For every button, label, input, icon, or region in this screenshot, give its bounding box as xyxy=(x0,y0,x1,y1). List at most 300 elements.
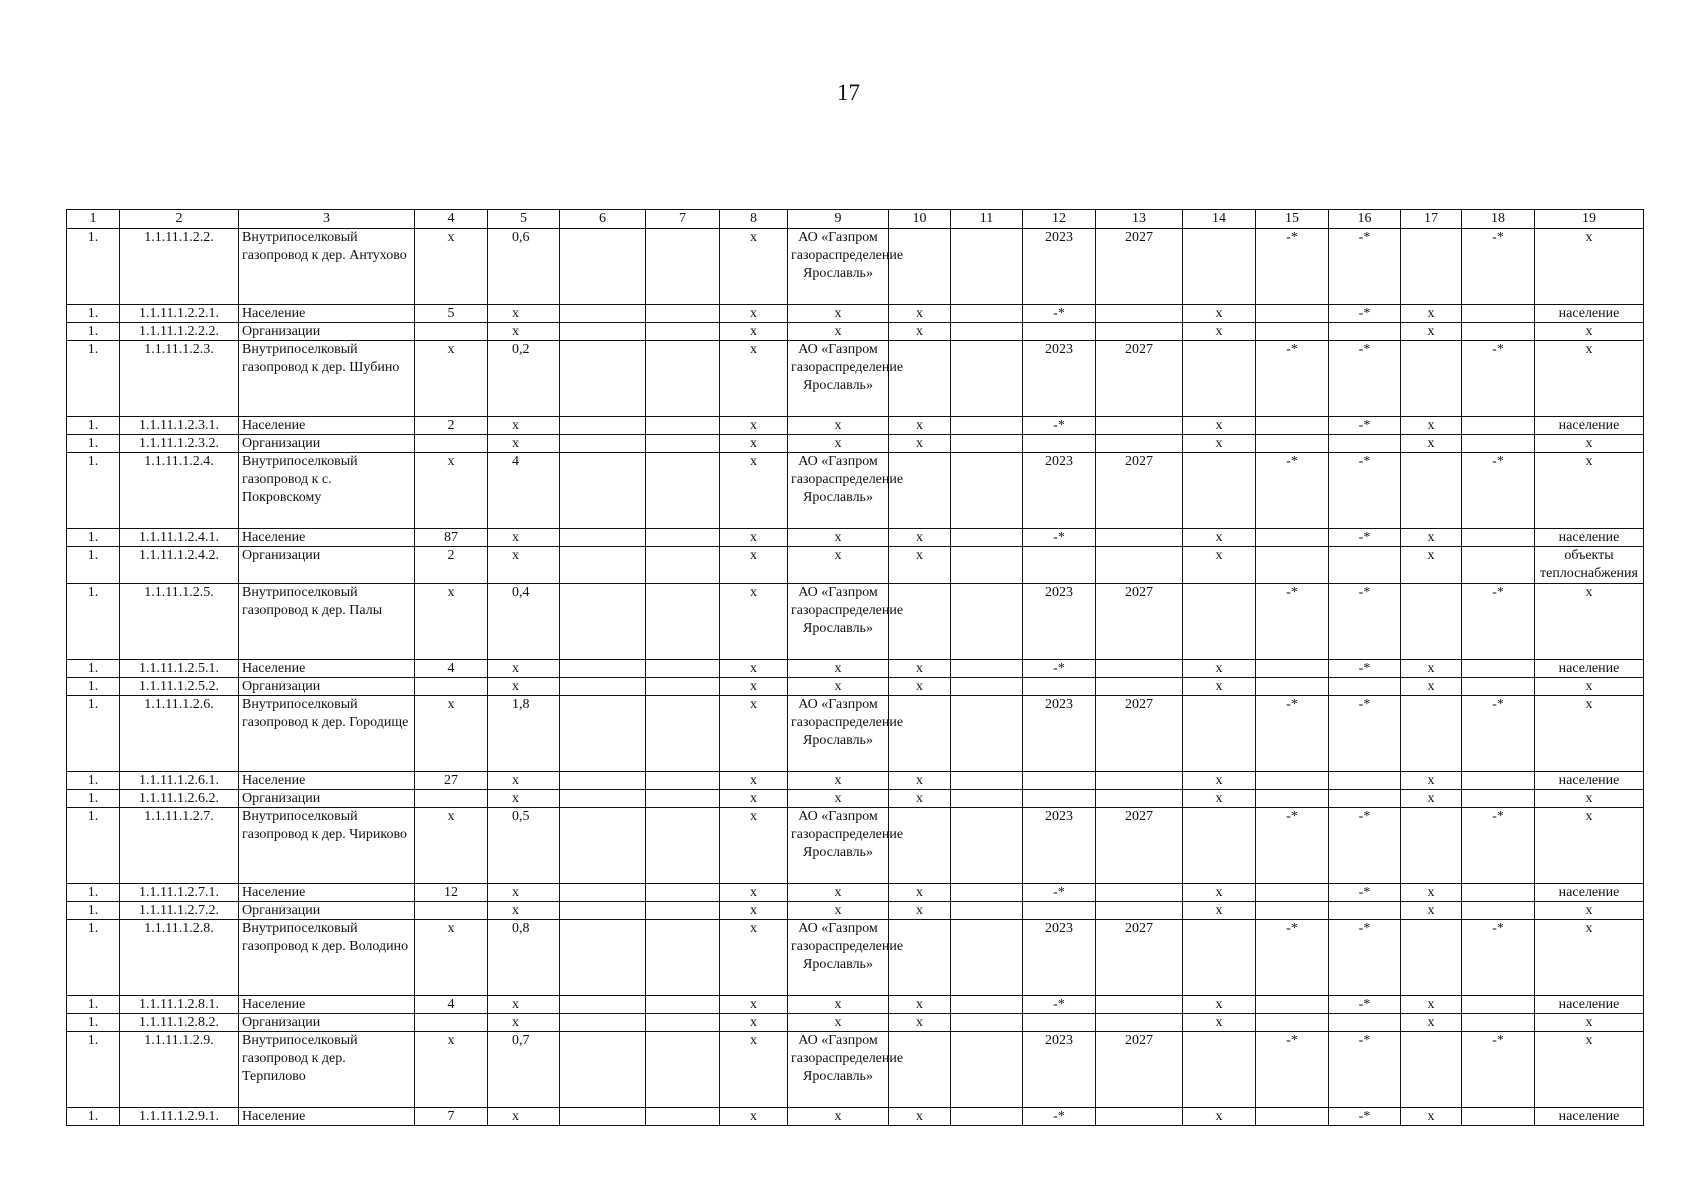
cell-col-14: x xyxy=(1183,902,1256,920)
column-number-5: 5 xyxy=(488,210,560,229)
cell-col-12: 2023 xyxy=(1023,808,1096,884)
cell-col-13 xyxy=(1096,884,1183,902)
cell-col-6 xyxy=(560,547,646,584)
cell-col-1: 1. xyxy=(67,323,120,341)
cell-col-2: 1.1.11.1.2.4.1. xyxy=(120,529,239,547)
cell-col-1: 1. xyxy=(67,996,120,1014)
cell-col-14: x xyxy=(1183,547,1256,584)
pipeline-row xyxy=(67,696,1644,772)
cell-col-6 xyxy=(560,323,646,341)
cell-col-12 xyxy=(1023,902,1096,920)
cell-col-2: 1.1.11.1.2.8.1. xyxy=(120,996,239,1014)
cell-col-15: -* xyxy=(1256,229,1329,305)
cell-col-17: x xyxy=(1401,1014,1462,1032)
cell-col-15 xyxy=(1256,678,1329,696)
cell-col-19: x xyxy=(1535,696,1644,772)
cell-col-19: x xyxy=(1535,920,1644,996)
cell-col-7 xyxy=(646,1032,720,1108)
cell-col-1: 1. xyxy=(67,1032,120,1108)
cell-col-5: x xyxy=(488,996,560,1014)
cell-col-4: 12 xyxy=(415,884,488,902)
cell-col-8: x xyxy=(720,884,788,902)
pipeline-row xyxy=(67,341,1644,417)
cell-col-4: 2 xyxy=(415,547,488,584)
cell-col-6 xyxy=(560,453,646,529)
cell-col-18: -* xyxy=(1462,341,1535,417)
cell-col-4: x xyxy=(415,808,488,884)
cell-col-14 xyxy=(1183,808,1256,884)
cell-col-12 xyxy=(1023,790,1096,808)
cell-col-14 xyxy=(1183,696,1256,772)
cell-col-9: x xyxy=(788,996,889,1014)
cell-col-2: 1.1.11.1.2.8. xyxy=(120,920,239,996)
cell-col-3: Население xyxy=(239,884,415,902)
cell-col-14: x xyxy=(1183,323,1256,341)
cell-col-19: население xyxy=(1535,305,1644,323)
cell-col-12: -* xyxy=(1023,417,1096,435)
cell-col-2: 1.1.11.1.2.5. xyxy=(120,584,239,660)
cell-col-18: -* xyxy=(1462,696,1535,772)
cell-col-17 xyxy=(1401,341,1462,417)
cell-col-12: 2023 xyxy=(1023,584,1096,660)
cell-col-6 xyxy=(560,1108,646,1126)
cell-col-4 xyxy=(415,902,488,920)
cell-col-6 xyxy=(560,808,646,884)
cell-col-8: x xyxy=(720,902,788,920)
cell-col-19: x xyxy=(1535,1014,1644,1032)
cell-col-15 xyxy=(1256,435,1329,453)
cell-col-11 xyxy=(951,305,1023,323)
cell-col-17: x xyxy=(1401,902,1462,920)
cell-col-3: Организации xyxy=(239,323,415,341)
cell-col-10: x xyxy=(889,417,951,435)
cell-col-13 xyxy=(1096,678,1183,696)
cell-col-15 xyxy=(1256,323,1329,341)
cell-col-12: 2023 xyxy=(1023,341,1096,417)
cell-col-7 xyxy=(646,529,720,547)
cell-col-17: x xyxy=(1401,660,1462,678)
cell-col-10: x xyxy=(889,529,951,547)
cell-col-19: население xyxy=(1535,884,1644,902)
cell-col-1: 1. xyxy=(67,1014,120,1032)
cell-col-14: x xyxy=(1183,305,1256,323)
cell-col-8: x xyxy=(720,435,788,453)
cell-col-17: x xyxy=(1401,529,1462,547)
cell-col-10: x xyxy=(889,996,951,1014)
column-number-10: 10 xyxy=(889,210,951,229)
cell-col-15 xyxy=(1256,1108,1329,1126)
cell-col-7 xyxy=(646,772,720,790)
cell-col-5: x xyxy=(488,678,560,696)
cell-col-8: x xyxy=(720,529,788,547)
cell-col-5: x xyxy=(488,323,560,341)
cell-col-18 xyxy=(1462,323,1535,341)
cell-col-16: -* xyxy=(1329,584,1401,660)
cell-col-18 xyxy=(1462,547,1535,584)
cell-col-15 xyxy=(1256,1014,1329,1032)
cell-col-19: x xyxy=(1535,323,1644,341)
cell-col-12: -* xyxy=(1023,884,1096,902)
cell-col-12 xyxy=(1023,678,1096,696)
cell-col-11 xyxy=(951,417,1023,435)
subrow xyxy=(67,323,1644,341)
cell-col-4 xyxy=(415,790,488,808)
cell-col-19: население xyxy=(1535,772,1644,790)
cell-col-15: -* xyxy=(1256,920,1329,996)
cell-col-16: -* xyxy=(1329,529,1401,547)
cell-col-18: -* xyxy=(1462,1032,1535,1108)
cell-col-17 xyxy=(1401,920,1462,996)
cell-col-11 xyxy=(951,435,1023,453)
column-number-7: 7 xyxy=(646,210,720,229)
cell-col-6 xyxy=(560,1032,646,1108)
cell-col-3: Население xyxy=(239,529,415,547)
cell-col-13 xyxy=(1096,435,1183,453)
cell-col-12: 2023 xyxy=(1023,920,1096,996)
cell-col-9: АО «Газпром газораспределение Ярославль» xyxy=(788,229,889,305)
column-number-15: 15 xyxy=(1256,210,1329,229)
cell-col-18 xyxy=(1462,790,1535,808)
cell-col-13 xyxy=(1096,902,1183,920)
cell-col-16: -* xyxy=(1329,1032,1401,1108)
cell-col-5: 1,8 xyxy=(488,696,560,772)
cell-col-17: x xyxy=(1401,435,1462,453)
cell-col-6 xyxy=(560,435,646,453)
cell-col-2: 1.1.11.1.2.7. xyxy=(120,808,239,884)
cell-col-19: x xyxy=(1535,453,1644,529)
cell-col-5: x xyxy=(488,772,560,790)
cell-col-11 xyxy=(951,790,1023,808)
cell-col-14: x xyxy=(1183,790,1256,808)
cell-col-19: x xyxy=(1535,1032,1644,1108)
cell-col-10: x xyxy=(889,1108,951,1126)
cell-col-8: x xyxy=(720,1014,788,1032)
cell-col-11 xyxy=(951,229,1023,305)
cell-col-4 xyxy=(415,678,488,696)
document-table xyxy=(66,209,1644,1126)
cell-col-1: 1. xyxy=(67,808,120,884)
subrow xyxy=(67,902,1644,920)
column-number-9: 9 xyxy=(788,210,889,229)
cell-col-12 xyxy=(1023,323,1096,341)
cell-col-1: 1. xyxy=(67,884,120,902)
cell-col-14: x xyxy=(1183,884,1256,902)
cell-col-7 xyxy=(646,920,720,996)
cell-col-17 xyxy=(1401,808,1462,884)
cell-col-6 xyxy=(560,1014,646,1032)
cell-col-9: x xyxy=(788,305,889,323)
cell-col-18 xyxy=(1462,305,1535,323)
cell-col-2: 1.1.11.1.2.5.1. xyxy=(120,660,239,678)
cell-col-1: 1. xyxy=(67,660,120,678)
cell-col-14: x xyxy=(1183,435,1256,453)
cell-col-3: Внутрипоселковый газопровод к с. Покровскому xyxy=(239,453,415,529)
cell-col-9: x xyxy=(788,547,889,584)
subrow xyxy=(67,660,1644,678)
subrow xyxy=(67,1108,1644,1126)
cell-col-1: 1. xyxy=(67,529,120,547)
cell-col-12: -* xyxy=(1023,305,1096,323)
cell-col-15 xyxy=(1256,772,1329,790)
cell-col-9: АО «Газпром газораспределение Ярославль» xyxy=(788,1032,889,1108)
cell-col-13 xyxy=(1096,772,1183,790)
cell-col-13 xyxy=(1096,417,1183,435)
cell-col-8: x xyxy=(720,417,788,435)
cell-col-19: x xyxy=(1535,435,1644,453)
cell-col-7 xyxy=(646,341,720,417)
cell-col-17 xyxy=(1401,453,1462,529)
subrow xyxy=(67,790,1644,808)
cell-col-2: 1.1.11.1.2.7.1. xyxy=(120,884,239,902)
cell-col-3: Население xyxy=(239,417,415,435)
cell-col-3: Организации xyxy=(239,1014,415,1032)
cell-col-12 xyxy=(1023,772,1096,790)
cell-col-8: x xyxy=(720,996,788,1014)
cell-col-19: население xyxy=(1535,1108,1644,1126)
cell-col-4: x xyxy=(415,696,488,772)
column-number-16: 16 xyxy=(1329,210,1401,229)
cell-col-3: Организации xyxy=(239,547,415,584)
column-number-2: 2 xyxy=(120,210,239,229)
cell-col-17 xyxy=(1401,696,1462,772)
cell-col-1: 1. xyxy=(67,229,120,305)
cell-col-18 xyxy=(1462,884,1535,902)
cell-col-16 xyxy=(1329,435,1401,453)
cell-col-9: x xyxy=(788,529,889,547)
cell-col-9: x xyxy=(788,772,889,790)
cell-col-10 xyxy=(889,696,951,772)
cell-col-17: x xyxy=(1401,884,1462,902)
cell-col-4: x xyxy=(415,1032,488,1108)
subrow xyxy=(67,996,1644,1014)
cell-col-9: x xyxy=(788,884,889,902)
cell-col-6 xyxy=(560,678,646,696)
cell-col-10: x xyxy=(889,435,951,453)
cell-col-14: x xyxy=(1183,996,1256,1014)
subrow xyxy=(67,547,1644,584)
cell-col-7 xyxy=(646,305,720,323)
cell-col-3: Население xyxy=(239,305,415,323)
cell-col-16 xyxy=(1329,1014,1401,1032)
cell-col-11 xyxy=(951,696,1023,772)
cell-col-4: 5 xyxy=(415,305,488,323)
cell-col-9: x xyxy=(788,435,889,453)
cell-col-3: Население xyxy=(239,996,415,1014)
cell-col-16: -* xyxy=(1329,696,1401,772)
cell-col-5: x xyxy=(488,547,560,584)
cell-col-16: -* xyxy=(1329,1108,1401,1126)
cell-col-14 xyxy=(1183,229,1256,305)
cell-col-10: x xyxy=(889,1014,951,1032)
cell-col-5: 0,2 xyxy=(488,341,560,417)
cell-col-1: 1. xyxy=(67,902,120,920)
cell-col-18: -* xyxy=(1462,584,1535,660)
cell-col-9: x xyxy=(788,660,889,678)
column-number-18: 18 xyxy=(1462,210,1535,229)
cell-col-6 xyxy=(560,529,646,547)
cell-col-2: 1.1.11.1.2.2. xyxy=(120,229,239,305)
cell-col-2: 1.1.11.1.2.6.2. xyxy=(120,790,239,808)
cell-col-15 xyxy=(1256,790,1329,808)
cell-col-7 xyxy=(646,1108,720,1126)
cell-col-15: -* xyxy=(1256,341,1329,417)
cell-col-18: -* xyxy=(1462,229,1535,305)
column-number-14: 14 xyxy=(1183,210,1256,229)
cell-col-17: x xyxy=(1401,996,1462,1014)
cell-col-6 xyxy=(560,660,646,678)
subrow xyxy=(67,1014,1644,1032)
cell-col-7 xyxy=(646,584,720,660)
cell-col-2: 1.1.11.1.2.8.2. xyxy=(120,1014,239,1032)
cell-col-5: 0,7 xyxy=(488,1032,560,1108)
cell-col-3: Население xyxy=(239,660,415,678)
cell-col-13 xyxy=(1096,323,1183,341)
subrow xyxy=(67,678,1644,696)
cell-col-11 xyxy=(951,660,1023,678)
cell-col-4: 87 xyxy=(415,529,488,547)
cell-col-10: x xyxy=(889,323,951,341)
cell-col-10: x xyxy=(889,790,951,808)
cell-col-4: 4 xyxy=(415,996,488,1014)
cell-col-12: -* xyxy=(1023,529,1096,547)
cell-col-12 xyxy=(1023,435,1096,453)
cell-col-9: АО «Газпром газораспределение Ярославль» xyxy=(788,920,889,996)
subrow xyxy=(67,435,1644,453)
cell-col-18 xyxy=(1462,1014,1535,1032)
cell-col-1: 1. xyxy=(67,417,120,435)
cell-col-5: x xyxy=(488,790,560,808)
cell-col-17: x xyxy=(1401,678,1462,696)
cell-col-6 xyxy=(560,417,646,435)
pipeline-row xyxy=(67,1032,1644,1108)
cell-col-2: 1.1.11.1.2.4. xyxy=(120,453,239,529)
cell-col-18 xyxy=(1462,772,1535,790)
cell-col-4: x xyxy=(415,229,488,305)
cell-col-19: x xyxy=(1535,229,1644,305)
cell-col-19: x xyxy=(1535,808,1644,884)
cell-col-10: x xyxy=(889,884,951,902)
cell-col-8: x xyxy=(720,696,788,772)
cell-col-10: x xyxy=(889,660,951,678)
cell-col-13 xyxy=(1096,529,1183,547)
cell-col-13: 2027 xyxy=(1096,920,1183,996)
cell-col-11 xyxy=(951,529,1023,547)
cell-col-12: -* xyxy=(1023,660,1096,678)
cell-col-14 xyxy=(1183,920,1256,996)
cell-col-1: 1. xyxy=(67,678,120,696)
cell-col-10 xyxy=(889,920,951,996)
cell-col-13: 2027 xyxy=(1096,229,1183,305)
cell-col-15: -* xyxy=(1256,453,1329,529)
cell-col-8: x xyxy=(720,1032,788,1108)
cell-col-12: 2023 xyxy=(1023,696,1096,772)
cell-col-9: x xyxy=(788,323,889,341)
cell-col-18 xyxy=(1462,435,1535,453)
cell-col-5: x xyxy=(488,1014,560,1032)
cell-col-4: x xyxy=(415,920,488,996)
cell-col-11 xyxy=(951,808,1023,884)
cell-col-5: x xyxy=(488,1108,560,1126)
cell-col-4: 4 xyxy=(415,660,488,678)
column-number-4: 4 xyxy=(415,210,488,229)
cell-col-16 xyxy=(1329,790,1401,808)
cell-col-12: -* xyxy=(1023,1108,1096,1126)
cell-col-6 xyxy=(560,696,646,772)
cell-col-10 xyxy=(889,1032,951,1108)
cell-col-8: x xyxy=(720,547,788,584)
cell-col-9: x xyxy=(788,1108,889,1126)
cell-col-7 xyxy=(646,902,720,920)
cell-col-11 xyxy=(951,920,1023,996)
cell-col-2: 1.1.11.1.2.3.2. xyxy=(120,435,239,453)
cell-col-19: население xyxy=(1535,660,1644,678)
cell-col-6 xyxy=(560,341,646,417)
cell-col-16: -* xyxy=(1329,884,1401,902)
cell-col-17: x xyxy=(1401,790,1462,808)
cell-col-9: x xyxy=(788,417,889,435)
cell-col-17 xyxy=(1401,229,1462,305)
cell-col-2: 1.1.11.1.2.3.1. xyxy=(120,417,239,435)
cell-col-3: Внутрипоселковый газопровод к дер. Володино xyxy=(239,920,415,996)
cell-col-7 xyxy=(646,884,720,902)
cell-col-14: x xyxy=(1183,660,1256,678)
cell-col-16: -* xyxy=(1329,660,1401,678)
column-number-11: 11 xyxy=(951,210,1023,229)
cell-col-8: x xyxy=(720,678,788,696)
cell-col-15: -* xyxy=(1256,696,1329,772)
cell-col-17: x xyxy=(1401,1108,1462,1126)
cell-col-7 xyxy=(646,790,720,808)
cell-col-1: 1. xyxy=(67,1108,120,1126)
cell-col-15 xyxy=(1256,660,1329,678)
cell-col-3: Население xyxy=(239,772,415,790)
cell-col-6 xyxy=(560,996,646,1014)
cell-col-16: -* xyxy=(1329,305,1401,323)
cell-col-8: x xyxy=(720,808,788,884)
cell-col-1: 1. xyxy=(67,547,120,584)
cell-col-15 xyxy=(1256,529,1329,547)
cell-col-15: -* xyxy=(1256,808,1329,884)
cell-col-3: Организации xyxy=(239,790,415,808)
cell-col-2: 1.1.11.1.2.2.1. xyxy=(120,305,239,323)
column-number-1: 1 xyxy=(67,210,120,229)
pipeline-row xyxy=(67,584,1644,660)
cell-col-16 xyxy=(1329,678,1401,696)
cell-col-3: Организации xyxy=(239,435,415,453)
cell-col-13 xyxy=(1096,790,1183,808)
cell-col-3: Внутрипоселковый газопровод к дер. Палы xyxy=(239,584,415,660)
cell-col-16: -* xyxy=(1329,229,1401,305)
cell-col-18 xyxy=(1462,996,1535,1014)
cell-col-2: 1.1.11.1.2.3. xyxy=(120,341,239,417)
cell-col-18: -* xyxy=(1462,920,1535,996)
cell-col-17: x xyxy=(1401,417,1462,435)
cell-col-2: 1.1.11.1.2.4.2. xyxy=(120,547,239,584)
cell-col-4 xyxy=(415,1014,488,1032)
page-number: 17 xyxy=(837,80,860,105)
cell-col-14: x xyxy=(1183,529,1256,547)
cell-col-5: 0,5 xyxy=(488,808,560,884)
cell-col-17: x xyxy=(1401,323,1462,341)
cell-col-10: x xyxy=(889,547,951,584)
cell-col-5: x xyxy=(488,660,560,678)
cell-col-6 xyxy=(560,902,646,920)
cell-col-11 xyxy=(951,453,1023,529)
cell-col-6 xyxy=(560,772,646,790)
cell-col-12: 2023 xyxy=(1023,453,1096,529)
cell-col-11 xyxy=(951,1014,1023,1032)
cell-col-1: 1. xyxy=(67,341,120,417)
